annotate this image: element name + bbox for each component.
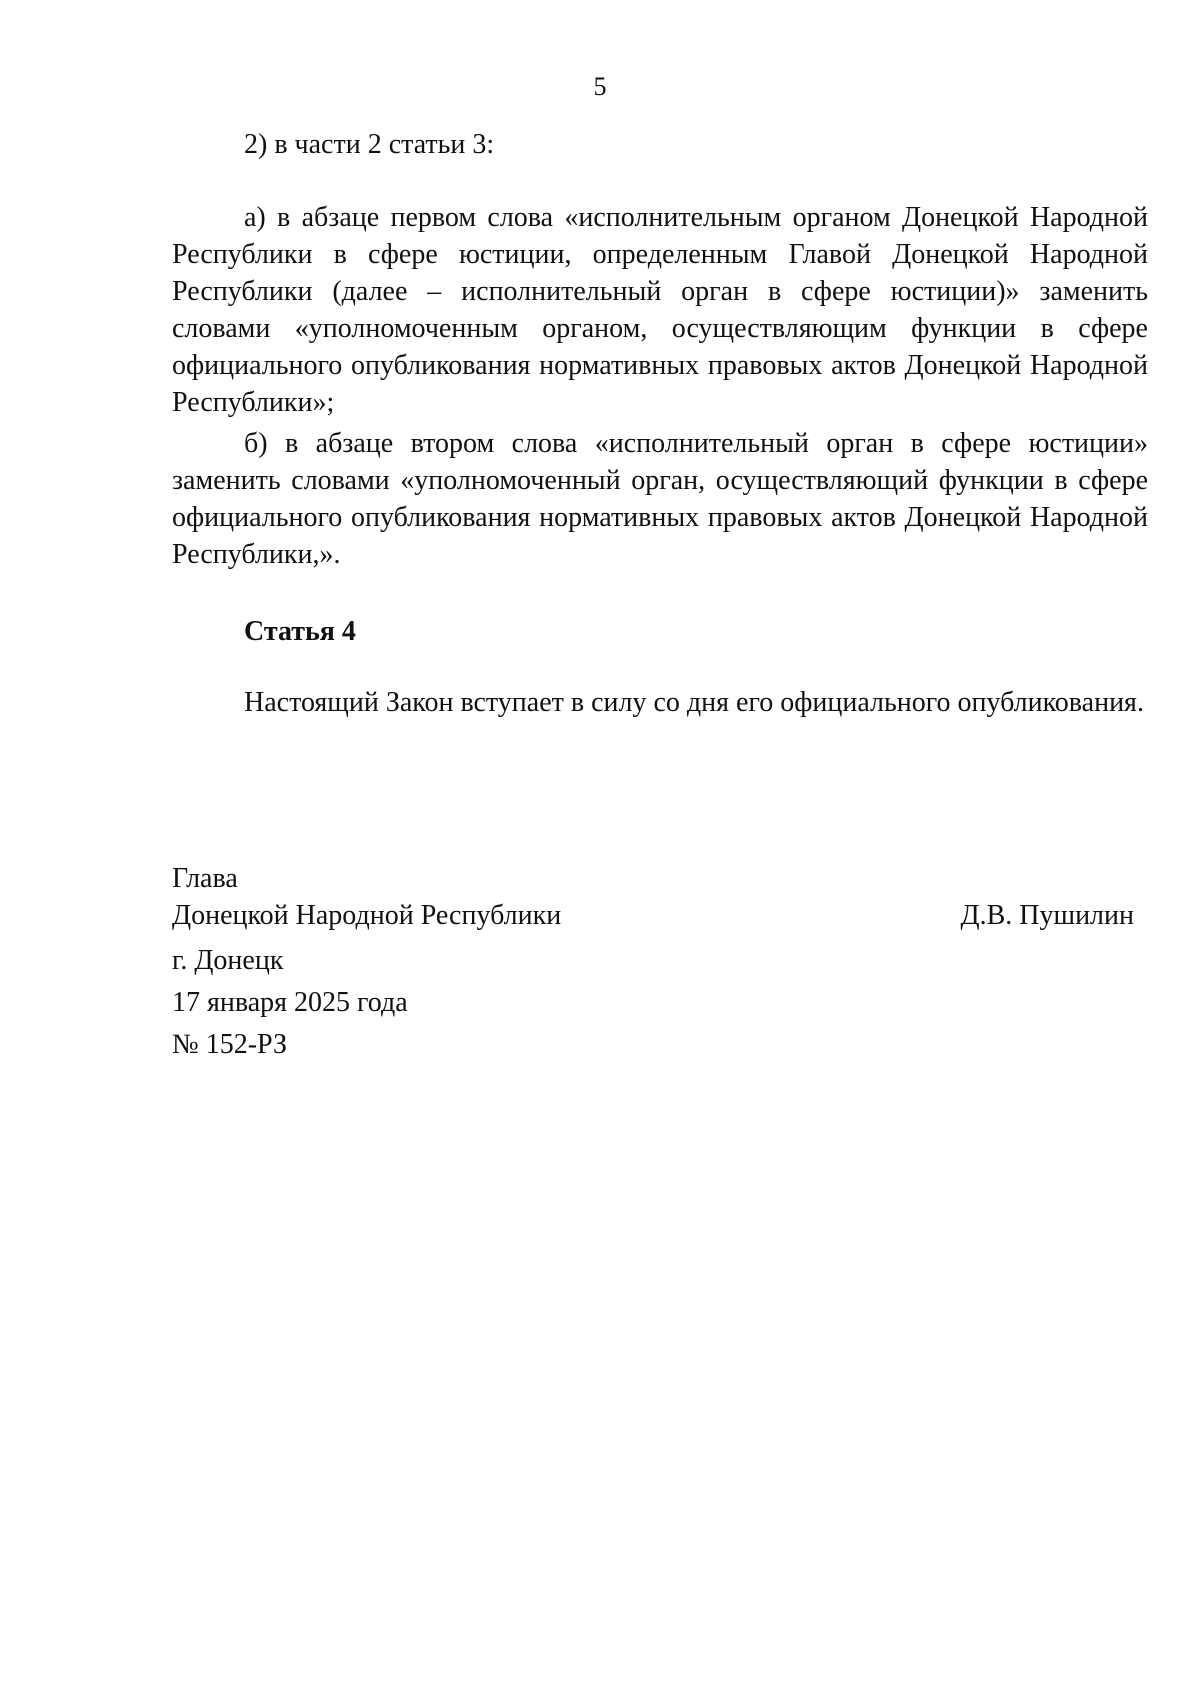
signing-city: г. Донецк (172, 945, 284, 976)
page-number: 5 (593, 72, 607, 101)
paragraph-item-a: а) в абзаце первом слова «исполнительным органом Донецкой Народной Республики в сфере юстиции, определенным Главой Донецкой Народной Республики (далее – исполнительный орган в сфере юстиции)» заменить словами «уполномоченным органом, осуществляющим функции в сфере официального опубликования нормативных правовых актов Донецкой Народной Республики»; (172, 202, 1148, 418)
article-text: Настоящий Закон вступает в силу со дня его официального опубликования. (244, 687, 1144, 718)
article-heading: Статья 4 (244, 616, 356, 647)
signing-date: 17 января 2025 года (172, 987, 408, 1018)
paragraph-item-b: б) в абзаце втором слова «исполнительный орган в сфере юстиции» заменить словами «уполномоченный орган, осуществляющий функции в сфере официального опубликования нормативных правовых актов Донецкой Народной Республики,». (172, 428, 1148, 570)
signatory-title-line-2: Донецкой Народной Республики (172, 900, 562, 931)
paragraph-item-2: 2) в части 2 статьи 3: (244, 129, 495, 160)
signatory-name: Д.В. Пушилин (960, 900, 1134, 931)
signatory-title-line-1: Глава (172, 863, 238, 894)
law-number: № 152-РЗ (172, 1029, 287, 1060)
